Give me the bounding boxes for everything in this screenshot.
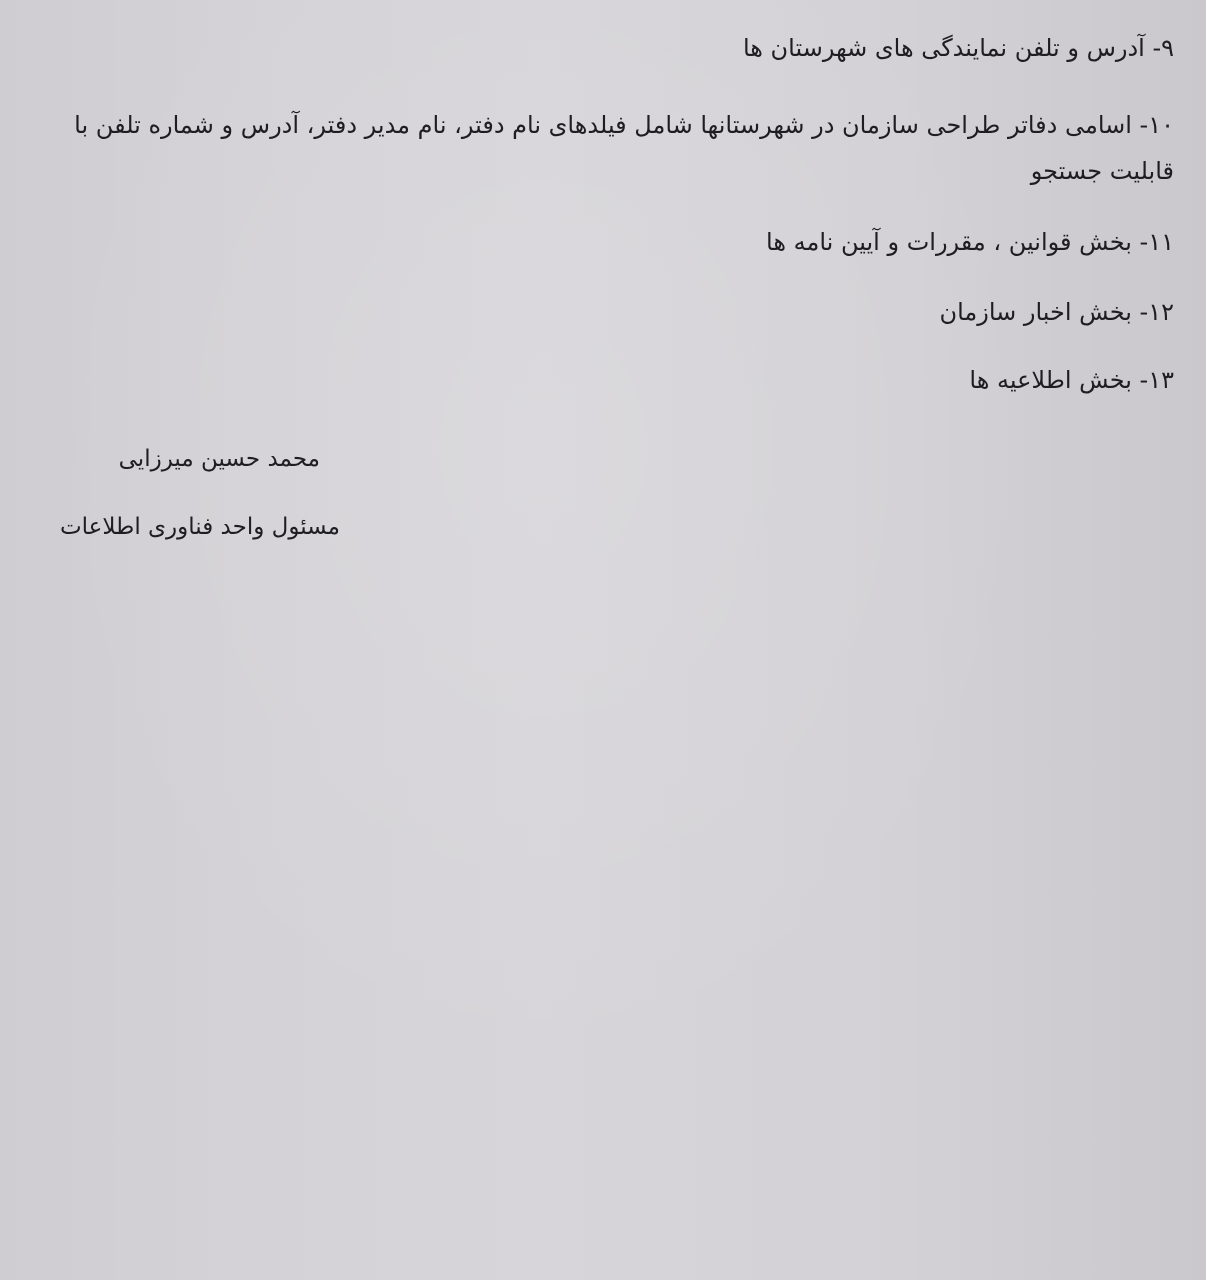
list-item: ۱۱- بخش قوانین ، مقررات و آیین نامه ها bbox=[766, 228, 1174, 256]
signature-name: محمد حسین میرزایی bbox=[118, 446, 320, 472]
list-item: ۱۰- اسامی دفاتر طراحی سازمان در شهرستانها شامل فیلدهای نام دفتر، نام مدیر دفتر، آدرس و شماره تلفن با قابلیت جستجو bbox=[74, 111, 1174, 185]
list-item: ۱۳- بخش اطلاعیه ها bbox=[969, 366, 1174, 394]
list-item: ۹- آدرس و تلفن نمایندگی های شهرستان ها bbox=[742, 34, 1174, 62]
signature-title: مسئول واحد فناوری اطلاعات bbox=[59, 514, 340, 540]
list-item: ۱۲- بخش اخبار سازمان bbox=[939, 298, 1174, 326]
